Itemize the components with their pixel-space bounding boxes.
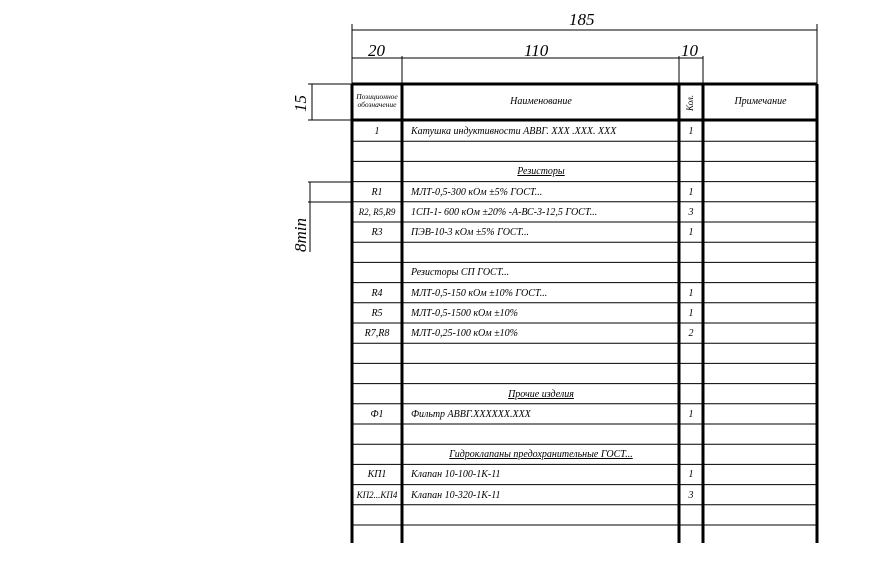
row-position: R7,R8 — [364, 328, 390, 339]
header-position: Позиционное обозначение — [356, 92, 398, 109]
dim-row-height: 8min — [291, 218, 310, 252]
row-quantity: 1 — [688, 186, 694, 198]
row-name: Катушка индуктивности АВВГ. XXX .XXX. XXX — [411, 126, 617, 137]
dim-header-height: 15 — [291, 95, 310, 112]
row-position: R5 — [371, 307, 383, 319]
row-name: Резисторы СП ГОСТ... — [411, 267, 510, 279]
row-quantity: 2 — [688, 328, 694, 339]
row-name: Прочие изделия — [508, 388, 574, 400]
row-quantity: 1 — [688, 307, 694, 319]
dim-qty-width: 10 — [681, 41, 698, 60]
row-position: 1 — [374, 126, 380, 137]
row-quantity: 3 — [688, 489, 694, 501]
dim-total-width: 185 — [569, 10, 595, 29]
row-position: R1 — [371, 186, 383, 198]
row-quantity: 3 — [688, 206, 694, 218]
row-quantity: 1 — [688, 227, 694, 238]
row-quantity: 1 — [688, 287, 694, 299]
row-name: ПЭВ-10-3 кОм ±5% ГОСТ... — [411, 227, 530, 238]
row-name: МЛТ-0,5-300 кОм ±5% ГОСТ... — [411, 186, 543, 198]
row-name: Клапан 10-100-1К-11 — [411, 469, 501, 481]
row-quantity: 1 — [688, 469, 694, 481]
header-qty: Кол. — [685, 94, 695, 111]
row-name: 1СП-1- 600 кОм ±20% -А-ВС-3-12,5 ГОСТ... — [411, 206, 598, 218]
row-name: Гидроклапаны предохранительные ГОСТ... — [449, 449, 633, 461]
row-name: Резисторы — [517, 166, 565, 178]
header-name: Наименование — [510, 96, 572, 107]
row-position: R4 — [371, 287, 383, 299]
row-name: МЛТ-0,25-100 кОм ±10% — [411, 328, 518, 339]
row-name: МЛТ-0,5-1500 кОм ±10% — [411, 307, 518, 319]
dim-name-width: 110 — [524, 41, 549, 60]
row-position: Ф1 — [370, 408, 384, 420]
row-position: КП2...КП4 — [356, 489, 398, 500]
row-position: КП1 — [367, 469, 387, 481]
header-note: Примечание — [734, 96, 787, 107]
dim-position-width: 20 — [368, 41, 385, 60]
row-name: Фильтр АВВГ.XXXXXX.XXX — [411, 408, 531, 420]
row-name: МЛТ-0,5-150 кОм ±10% ГОСТ... — [411, 287, 548, 299]
row-quantity: 1 — [688, 408, 694, 420]
row-name: Клапан 10-320-1К-11 — [411, 489, 501, 501]
row-quantity: 1 — [688, 126, 694, 137]
row-position: R2, R5,R9 — [358, 206, 396, 217]
row-position: R3 — [371, 227, 383, 238]
